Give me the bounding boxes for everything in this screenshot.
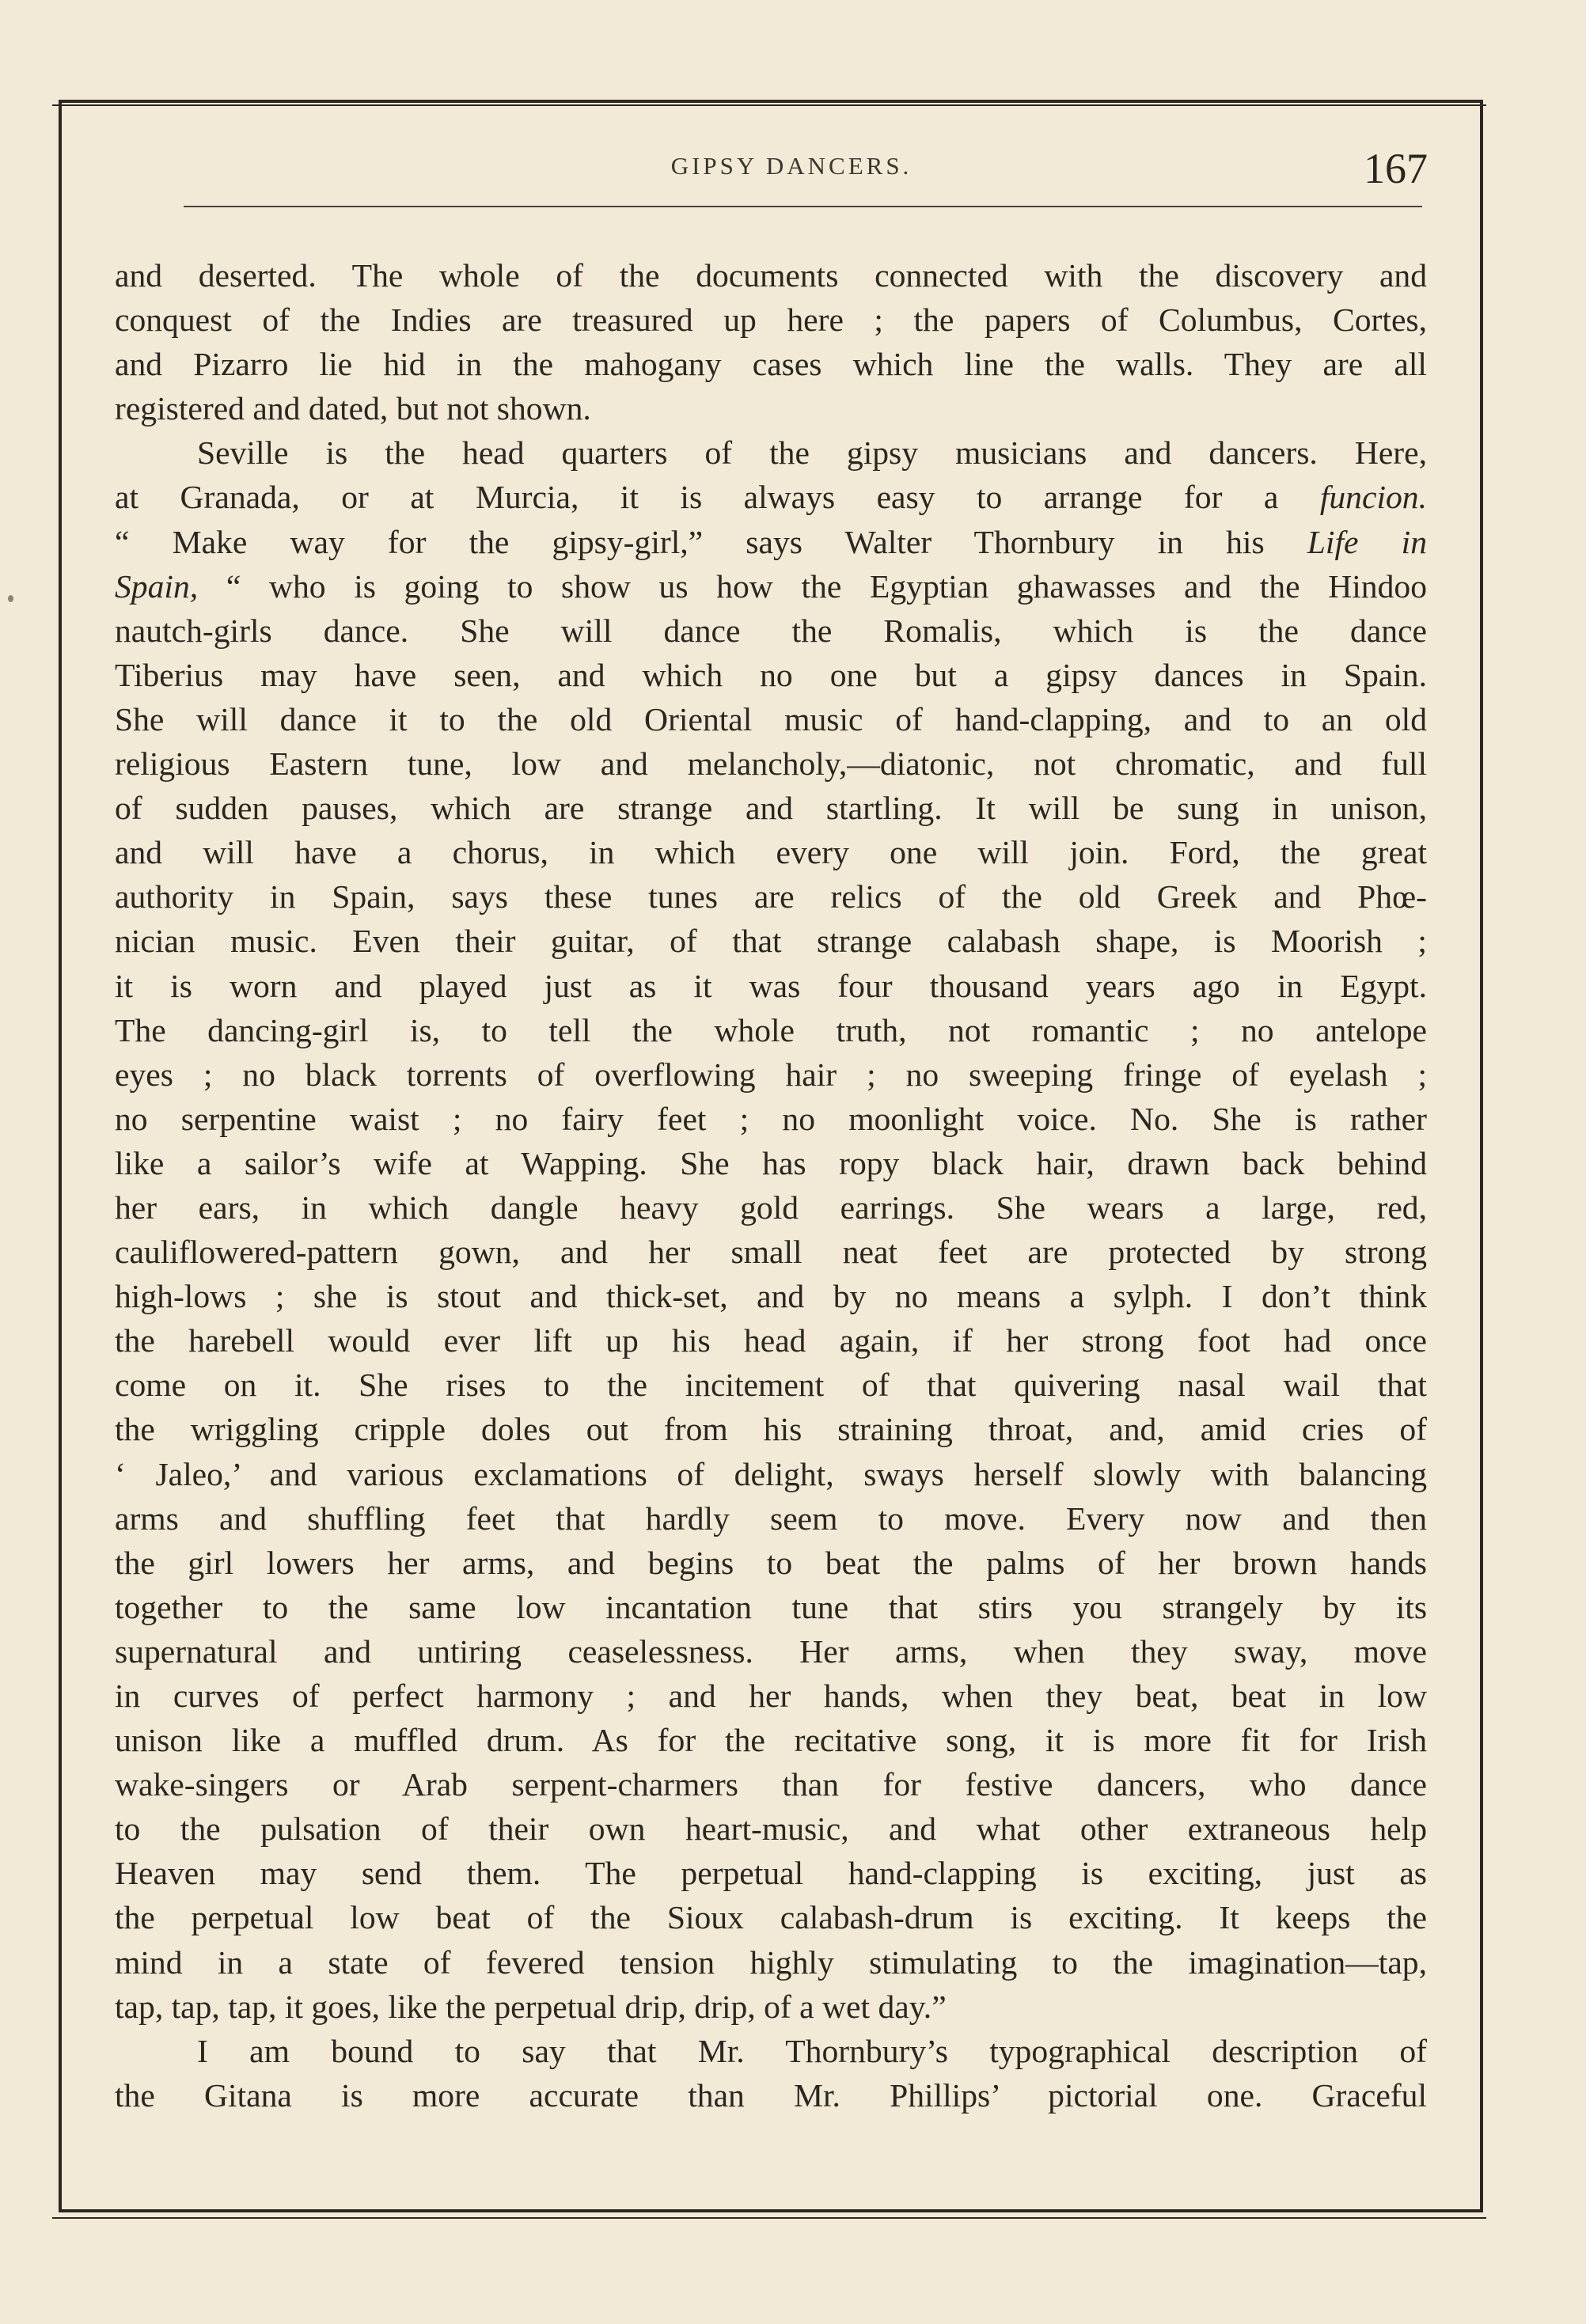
line-text: I am bound to say that Mr. Thornbury’s typographical description of bbox=[197, 2032, 1427, 2069]
text-line bbox=[115, 964, 1427, 1008]
text-line bbox=[115, 2073, 1427, 2117]
page-number: 167 bbox=[1364, 145, 1428, 192]
line-text: Seville is the head quarters of the gipsy musicians and dancers. Here, bbox=[197, 434, 1427, 472]
line-text: at Granada, or at Murcia, it is always easy to arrange for a bbox=[115, 479, 1320, 516]
line-text: mind in a state of fevered tension highly stimulating to the imagination—tap, bbox=[115, 1943, 1427, 1981]
text-line bbox=[115, 2029, 1427, 2073]
line-text: The dancing-girl is, to tell the whole truth, not romantic ; no antelope bbox=[115, 1011, 1427, 1048]
text-line bbox=[115, 1452, 1427, 1496]
text-line bbox=[115, 741, 1427, 786]
text-line bbox=[115, 1585, 1427, 1629]
line-text: ‘ Jaleo,’ and various exclamations of delight, sways herself slowly with balancing bbox=[115, 1455, 1427, 1492]
line-text: supernatural and untiring ceaselessness. Her arms, when they sway, move bbox=[115, 1632, 1427, 1670]
line-text: Heaven may send them. The perpetual hand-clapping is exciting, just as bbox=[115, 1855, 1427, 1892]
text-line bbox=[115, 253, 1427, 298]
line-text: Tiberius may have seen, and which no one but a gipsy dances in Spain. bbox=[115, 656, 1427, 693]
line-text: the girl lowers her arms, and begins to beat the palms of her brown hands bbox=[115, 1544, 1427, 1581]
line-text: arms and shuffling feet that hardly seem to move. Every now and then bbox=[115, 1499, 1427, 1537]
text-line bbox=[115, 1762, 1427, 1807]
text-line bbox=[115, 830, 1427, 874]
text-line bbox=[115, 475, 1427, 519]
text-line bbox=[115, 1541, 1427, 1585]
text-line bbox=[115, 564, 1427, 608]
text-line bbox=[115, 386, 1427, 430]
text-line bbox=[115, 1318, 1427, 1363]
italic-text: Spain, bbox=[115, 567, 199, 605]
text-line bbox=[115, 1895, 1427, 1939]
italic-text: Life in bbox=[1307, 523, 1427, 560]
text-line bbox=[115, 1274, 1427, 1318]
line-text: authority in Spain, says these tunes are relics of the old Greek and Phœ- bbox=[115, 878, 1427, 916]
line-text: “ Make way for the gipsy-girl,” says Walter Thornbury in his bbox=[115, 523, 1307, 560]
line-text: of sudden pauses, which are strange and startling. It will be sung in unison, bbox=[115, 790, 1427, 827]
line-text: the wriggling cripple doles out from his straining throat, and, amid cries of bbox=[115, 1411, 1427, 1448]
text-line bbox=[115, 1052, 1427, 1097]
line-text: “ who is going to show us how the Egyptian ghawasses and the Hindoo bbox=[198, 567, 1427, 605]
text-line bbox=[115, 430, 1427, 475]
line-text: cauliflowered-pattern gown, and her small neat feet are protected by strong bbox=[115, 1234, 1427, 1271]
text-line bbox=[115, 1807, 1427, 1851]
text-line bbox=[115, 1185, 1427, 1230]
text-line bbox=[115, 874, 1427, 919]
line-text: and will have a chorus, in which every one will join. Ford, the great bbox=[115, 834, 1427, 871]
text-line bbox=[115, 1674, 1427, 1718]
text-line bbox=[115, 1851, 1427, 1895]
line-text: nician music. Even their guitar, of that strange calabash shape, is Moorish ; bbox=[115, 923, 1427, 960]
line-text: conquest of the Indies are treasured up here ; the papers of Columbus, Cortes, bbox=[115, 301, 1427, 339]
line-text: to the pulsation of their own heart-music, and what other extraneous help bbox=[115, 1810, 1427, 1848]
line-text: registered and dated, but not shown. bbox=[115, 390, 591, 427]
line-text: unison like a muffled drum. As for the recitative song, it is more fit for Irish bbox=[115, 1722, 1427, 1759]
line-text: nautch-girls dance. She will dance the Romalis, which is the dance bbox=[115, 612, 1427, 649]
line-text: religious Eastern tune, low and melancholy,—diatonic, not chromatic, and full bbox=[115, 745, 1427, 783]
text-line bbox=[115, 1496, 1427, 1541]
line-text: her ears, in which dangle heavy gold earrings. She wears a large, red, bbox=[115, 1189, 1427, 1226]
line-text: and deserted. The whole of the documents connected with the discovery and bbox=[115, 257, 1427, 294]
italic-text: funcion. bbox=[1319, 479, 1427, 516]
frame-rule-bottom bbox=[52, 2217, 1486, 2219]
text-line bbox=[115, 653, 1427, 697]
line-text: like a sailor’s wife at Wapping. She has ropy black hair, drawn back behind bbox=[115, 1144, 1427, 1181]
line-text: tap, tap, tap, it goes, like the perpetual drip, drip, of a wet day.” bbox=[115, 1988, 947, 2025]
text-line bbox=[115, 1407, 1427, 1451]
margin-mark bbox=[8, 595, 13, 602]
text-line bbox=[115, 697, 1427, 741]
line-text: and Pizarro lie hid in the mahogany cases which line the walls. They are all bbox=[115, 346, 1427, 383]
line-text: in curves of perfect harmony ; and her hands, when they beat, beat in low bbox=[115, 1678, 1427, 1714]
text-line bbox=[115, 1940, 1427, 1985]
line-text: the perpetual low beat of the Sioux calabash-drum is exciting. It keeps the bbox=[115, 1899, 1427, 1936]
line-text: together to the same low incantation tune that stirs you strangely by its bbox=[115, 1588, 1427, 1625]
text-line bbox=[115, 520, 1427, 564]
text-line bbox=[115, 1985, 1427, 2029]
running-title: GIPSY DANCERS. bbox=[670, 152, 913, 180]
text-line bbox=[115, 1141, 1427, 1185]
text-line bbox=[115, 919, 1427, 963]
text-line bbox=[115, 1718, 1427, 1762]
line-text: the harebell would ever lift up his head again, if her strong foot had once bbox=[115, 1322, 1427, 1359]
line-text: the Gitana is more accurate than Mr. Phillips’ pictorial one. Graceful bbox=[115, 2076, 1427, 2114]
text-line bbox=[115, 298, 1427, 342]
text-line bbox=[115, 786, 1427, 830]
line-text: high-lows ; she is stout and thick-set, and by no means a sylph. I don’t think bbox=[115, 1278, 1427, 1315]
body-text bbox=[115, 253, 1427, 2117]
text-line bbox=[115, 608, 1427, 653]
line-text: eyes ; no black torrents of overflowing hair ; no sweeping fringe of eyelash ; bbox=[115, 1056, 1427, 1093]
line-text: wake-singers or Arab serpent-charmers than for festive dancers, who dance bbox=[115, 1766, 1427, 1803]
line-text: it is worn and played just as it was four thousand years ago in Egypt. bbox=[115, 967, 1427, 1004]
line-text: come on it. She rises to the incitement of that quivering nasal wail that bbox=[115, 1367, 1427, 1404]
line-text: She will dance it to the old Oriental music of hand-clapping, and to an old bbox=[115, 700, 1427, 737]
line-text: no serpentine waist ; no fairy feet ; no moonlight voice. No. She is rather bbox=[115, 1100, 1427, 1137]
text-line bbox=[115, 342, 1427, 386]
text-line bbox=[115, 1230, 1427, 1274]
text-line bbox=[115, 1097, 1427, 1141]
text-line bbox=[115, 1629, 1427, 1674]
header-rule bbox=[184, 206, 1422, 207]
text-line bbox=[115, 1363, 1427, 1407]
text-line bbox=[115, 1008, 1427, 1052]
